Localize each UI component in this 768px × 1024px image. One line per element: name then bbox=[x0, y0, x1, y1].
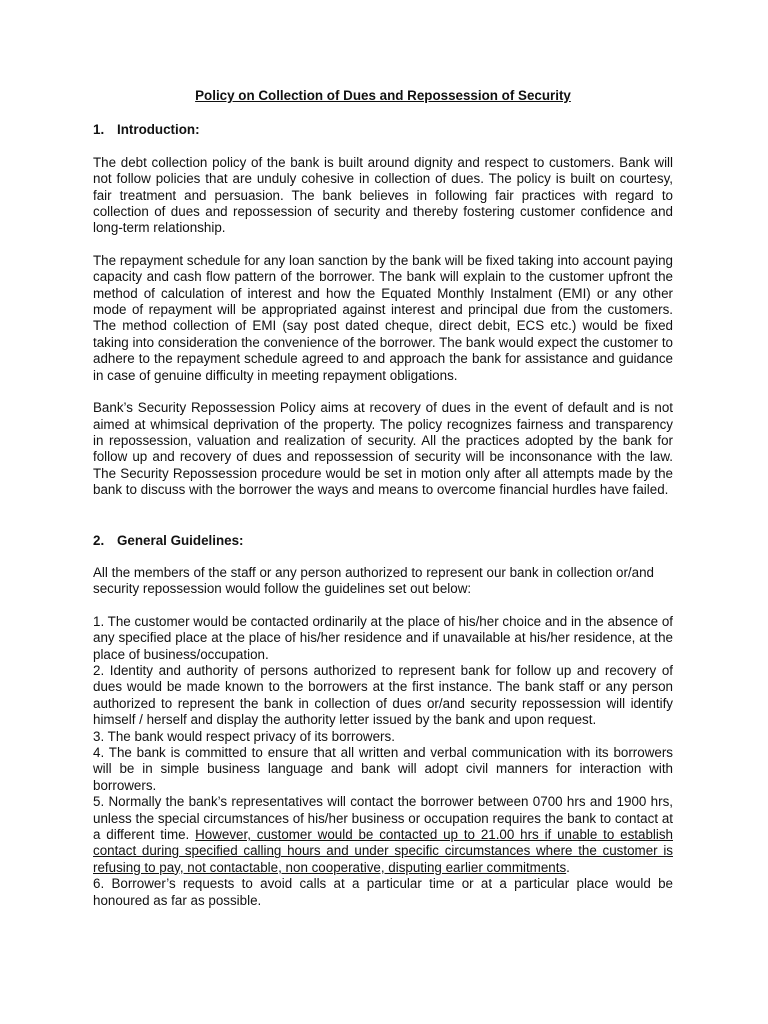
section-1-heading bbox=[93, 122, 673, 138]
guideline-item-4 bbox=[93, 745, 673, 794]
intro-paragraph-2: The repayment schedule for any loan sanction by the bank will be fixed taking into account paying capacity and cash flow pattern of the borrower. The bank will explain to the customer upfront the method of calculation of interest and how the Equated Monthly Instalment (EMI) or any other mode of repayment will be appropriated against interest and principal due from the customers. The method collection of EMI (say post dated cheque, direct debit, ECS etc.) would be fixed taking into consideration the convenience of the borrower. The bank would expect the customer to adhere to the repayment schedule agreed to and approach the bank for assistance and guidance in case of genuine difficulty in meeting repayment obligations. bbox=[93, 252, 673, 383]
guideline-item-2-text: 2. Identity and authority of persons authorized to represent bank for follow up and recovery of dues would be made known to the borrowers at the first instance. The bank staff or any person authorized to represent the bank in collection of dues or/and security repossession will identify himself / herself and display the authority letter issued by the bank and upon request. bbox=[93, 662, 673, 728]
guideline-item-4-text: 4. The bank is committed to ensure that all written and verbal communication with its borrowers will be in simple business language and bank will adopt civil manners for interaction with borrowers. bbox=[93, 745, 673, 793]
intro-paragraph-1: The debt collection policy of the bank is built around dignity and respect to customers. Bank will not follow policies that are unduly cohesive in collection of dues. The policy is built on courtesy, fair treatment and persuasion. The bank believes in following fair practices with regard to collection of dues and repossession of security and thereby fostering customer confidence and long-term relationship. bbox=[93, 154, 673, 236]
guideline-item-2 bbox=[93, 663, 673, 729]
document-page bbox=[93, 88, 673, 909]
guideline-item-5-underlined: However, customer would be contacted up to 21.00 hrs if unable to establish contact during specified calling hours and under specific circumstances where the customer is refusing to pay, not contactable, non cooperative, disputing earlier commitments bbox=[93, 827, 673, 875]
guideline-item-5-text: 5. Normally the bank’s representatives will contact the borrower between 0700 hrs and 1900 hrs, unless the special circumstances of his/her business or occupation requires the bank to contact at a different time. bbox=[93, 794, 673, 843]
guideline-item-1-text: 1. The customer would be contacted ordinarily at the place of his/her choice and in the absence of any specified place at the place of his/her residence and if unavailable at his/her residence, at the place of business/occupation. bbox=[93, 613, 673, 662]
section-2-heading bbox=[93, 533, 673, 549]
document-title: Policy on Collection of Dues and Repossession of Security bbox=[195, 88, 571, 103]
section-2-number: 2. bbox=[93, 532, 105, 548]
guidelines-intro: All the members of the staff or any person authorized to represent our bank in collection or/and security repossession would follow the guidelines set out below: bbox=[93, 564, 654, 597]
section-2-title: General Guidelines: bbox=[117, 532, 244, 548]
intro-paragraph-3: Bank’s Security Repossession Policy aims at recovery of dues in the event of default and is not aimed at whimsical deprivation of the property. The policy recognizes fairness and transparency in repossession, valuation and realization of security. All the practices adopted by the bank for follow up and recovery of dues and repossession of security will be inconsonance with the law. The Security Repossession procedure would be set in motion only after all attempts made by the bank to discuss with the borrower the ways and means to overcome financial hurdles have failed. bbox=[93, 400, 673, 498]
guideline-item-1 bbox=[93, 614, 673, 663]
section-1-title: Introduction: bbox=[117, 122, 200, 138]
guideline-item-6-text: 6. Borrower’s requests to avoid calls at a particular time or at a particular place would be honoured as far as possible. bbox=[93, 876, 673, 908]
section-1-number: 1. bbox=[93, 122, 105, 138]
guideline-item-3 bbox=[93, 729, 673, 745]
guideline-item-3-text: 3. The bank would respect privacy of its borrowers. bbox=[93, 728, 395, 744]
section-spacer bbox=[93, 515, 673, 533]
guideline-item-5: 5. Normally the bank’s representatives will contact the borrower between 0700 hrs and 1900 hrs, unless the special circumstances of his/her business or occupation requires the bank to contact at a different time. However, customer would be contacted up to 21.00 hrs if unable to establish contact during specified calling hours and under specific circumstances where the customer is refusing to pay, not contactable, non cooperative, disputing earlier commitments. bbox=[93, 794, 673, 875]
guideline-item-6 bbox=[93, 876, 673, 909]
